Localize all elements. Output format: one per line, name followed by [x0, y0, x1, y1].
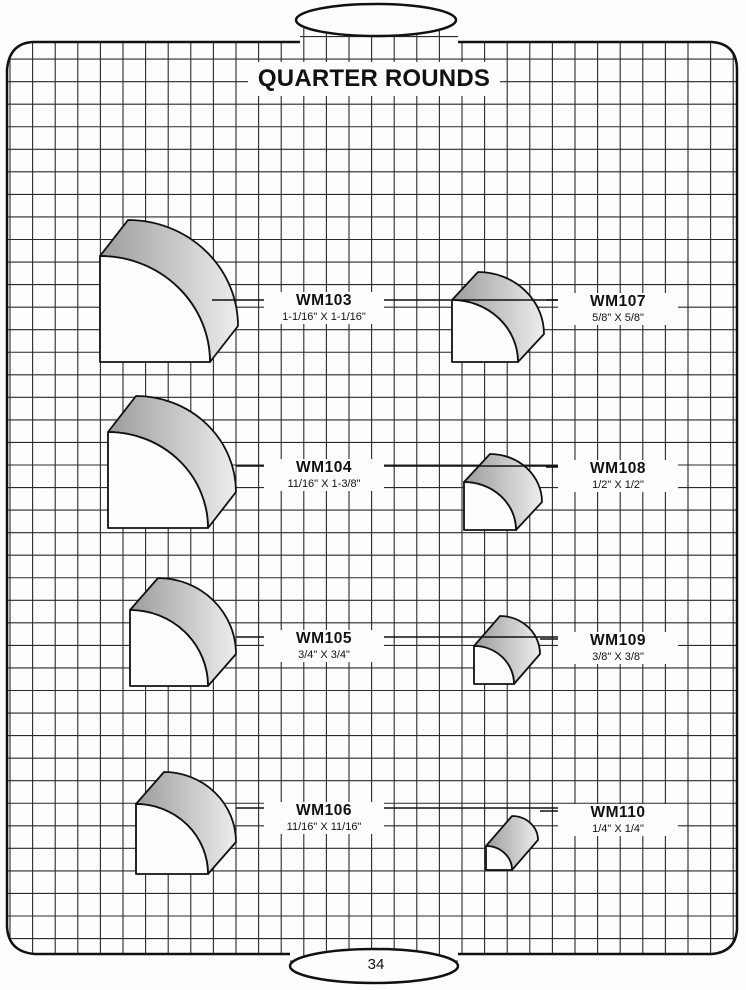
- profile-shape-wm106: [136, 772, 236, 874]
- profile-label-wm105: [264, 630, 384, 662]
- profile-size: 3/4" X 3/4": [298, 649, 350, 661]
- profile-code: WM109: [590, 632, 646, 649]
- profile-size: 5/8" X 5/8": [592, 312, 644, 324]
- profile-size: 1/4" X 1/4": [592, 823, 644, 835]
- profile-size: 1/2" X 1/2": [592, 479, 644, 491]
- profile-shape-wm103: [100, 220, 238, 362]
- page-number: 34: [367, 956, 385, 973]
- profile-label-wm104: [264, 459, 384, 491]
- profile-code: WM110: [590, 804, 646, 821]
- top-oval: [296, 4, 456, 36]
- profile-code: WM104: [296, 459, 352, 476]
- profile-size: 11/16" X 1-3/8": [287, 478, 361, 490]
- profile-label-wm106: [264, 802, 384, 834]
- profile-size: 1-1/16" X 1-1/16": [282, 311, 366, 323]
- page-title: QUARTER ROUNDS: [248, 62, 500, 96]
- profile-label-wm103: [264, 292, 384, 324]
- profile-shape-wm105: [130, 578, 236, 686]
- profile-code: WM106: [296, 802, 352, 819]
- profile-label-wm107: [558, 293, 678, 325]
- profile-size: 3/8" X 3/8": [592, 651, 644, 663]
- profile-size: 11/16" X 11/16": [286, 821, 362, 833]
- profile-label-wm108: [558, 460, 678, 492]
- profile-shape-wm104: [108, 396, 236, 528]
- profile-code: WM108: [590, 460, 646, 477]
- profile-code: WM107: [590, 293, 646, 310]
- profile-code: WM103: [296, 292, 352, 309]
- profile-code: WM105: [296, 630, 352, 647]
- profile-label-wm110: [558, 804, 678, 836]
- profile-label-wm109: [558, 632, 678, 664]
